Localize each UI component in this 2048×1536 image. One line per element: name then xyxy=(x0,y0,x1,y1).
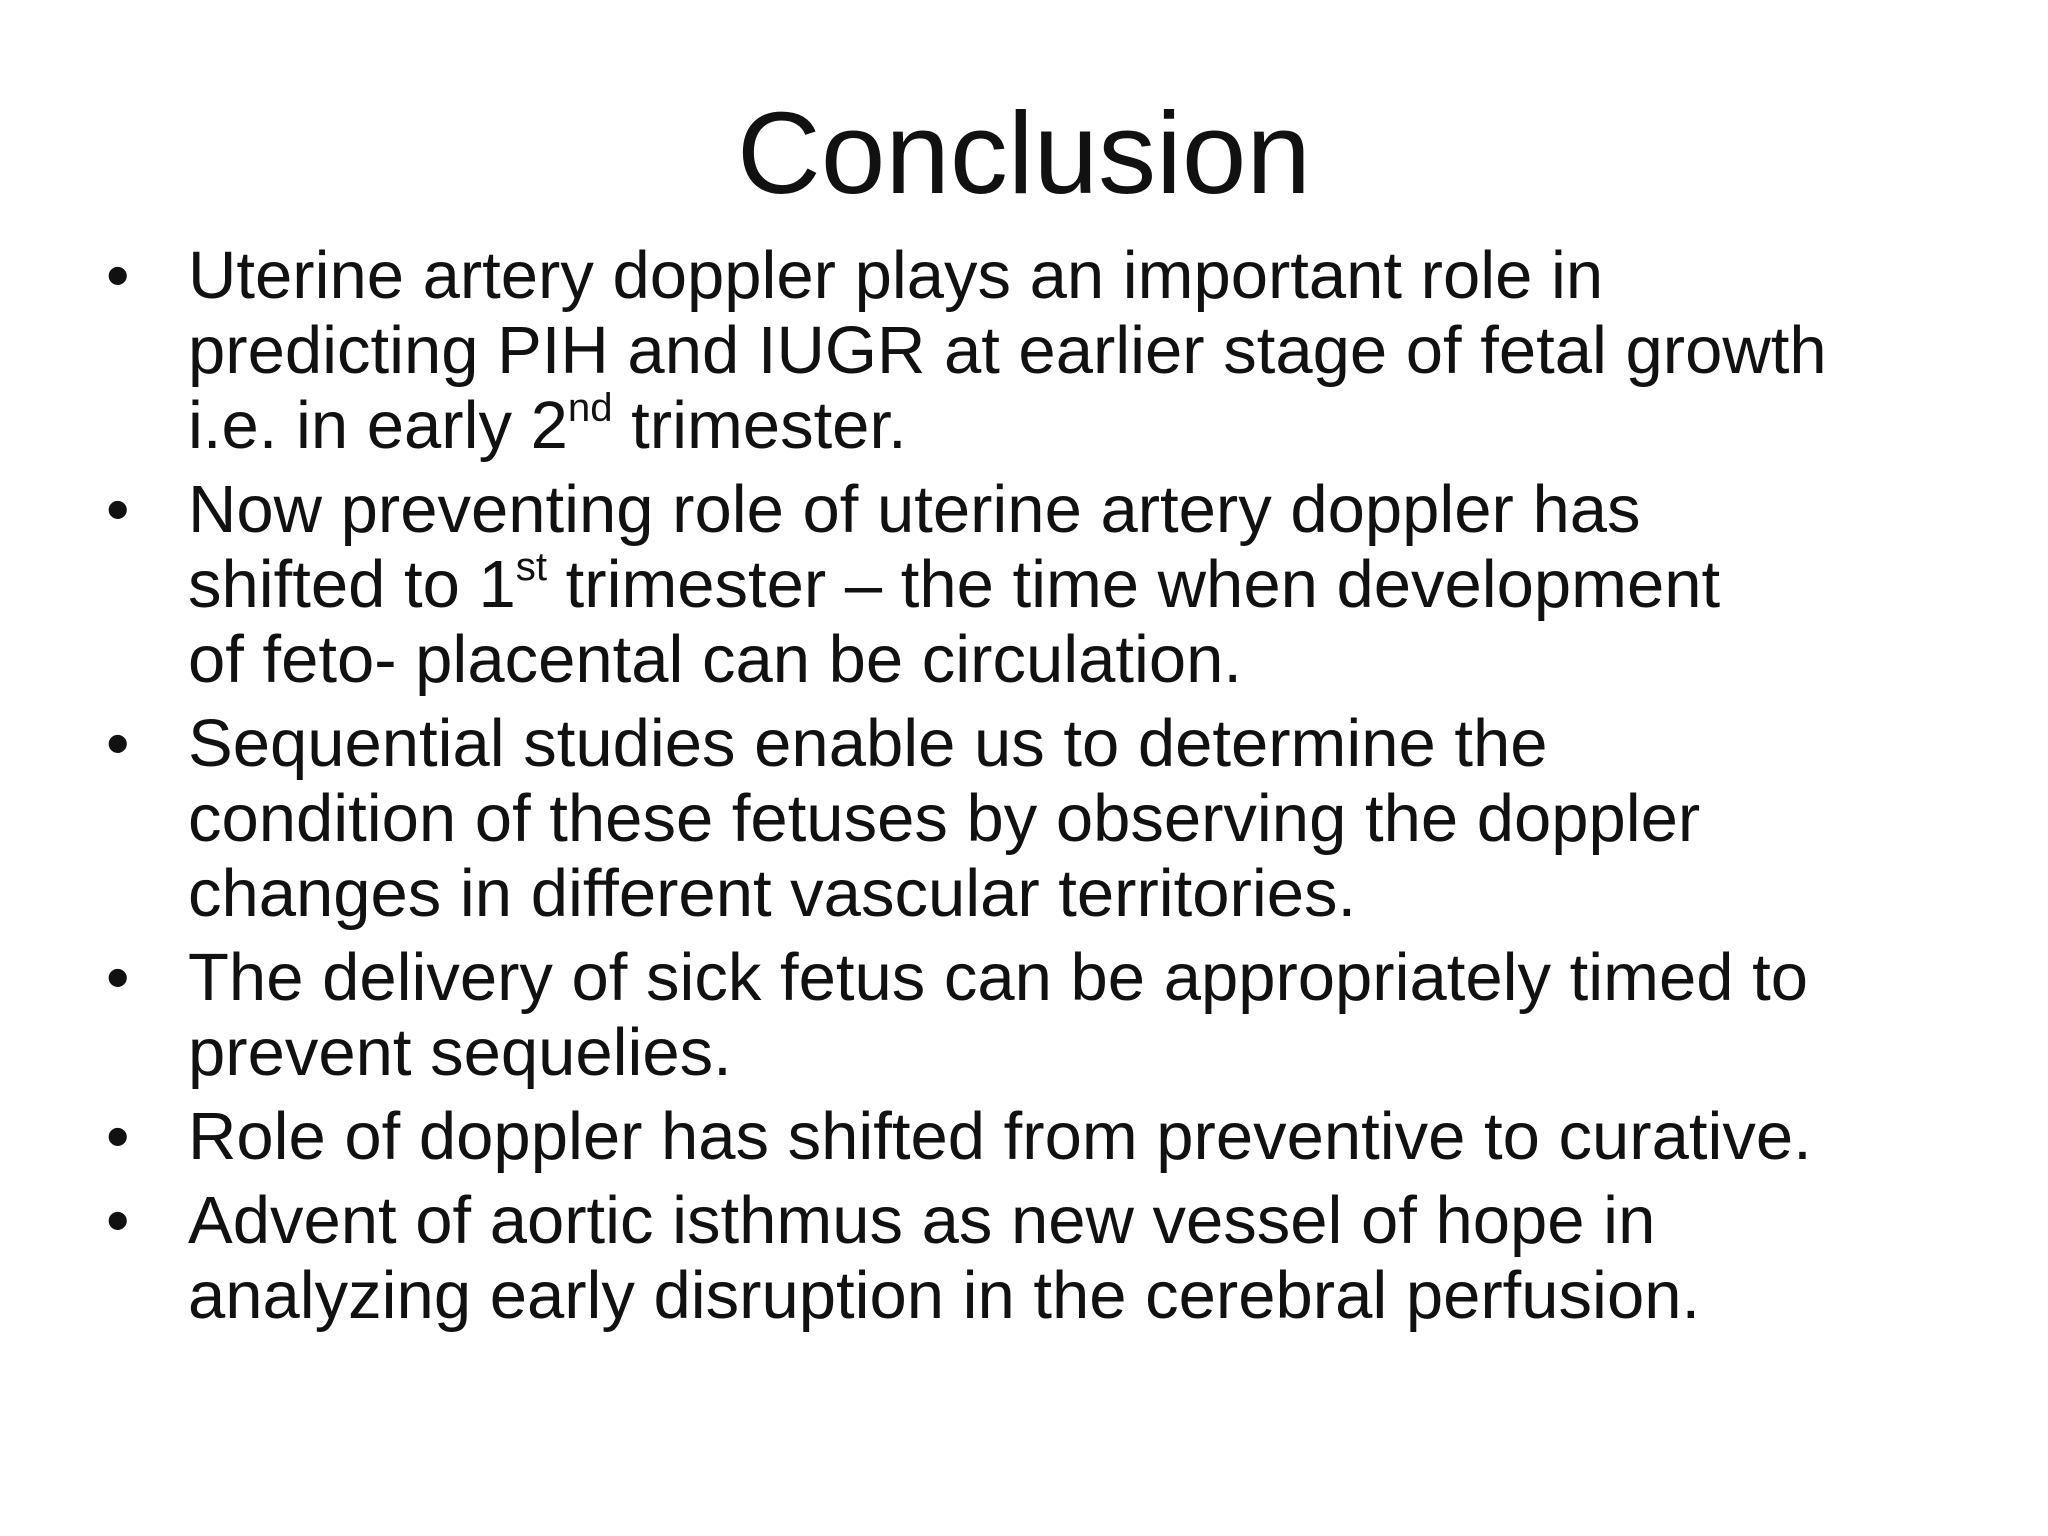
bullet-line: The delivery of sick fetus can be appropriately timed to xyxy=(188,940,1808,1015)
slide-title: Conclusion xyxy=(737,88,1311,218)
bullet-line: Role of doppler has shifted from preventive to curative. xyxy=(188,1099,1812,1174)
bullet-line: Now preventing role of uterine artery doppler has xyxy=(188,472,1641,547)
bullet-line: of feto- placental can be circulation. xyxy=(188,622,1243,697)
bullet-point-icon: • xyxy=(106,1183,130,1258)
bullet-line: Advent of aortic isthmus as new vessel of hope in xyxy=(188,1183,1656,1258)
bullet-list xyxy=(104,238,1984,1342)
bullet-line: condition of these fetuses by observing the doppler xyxy=(188,781,1701,856)
bullet-line: Uterine artery doppler plays an important role in xyxy=(188,238,1604,313)
bullet-point-icon: • xyxy=(106,706,130,781)
bullet-line: analyzing early disruption in the cerebral perfusion. xyxy=(188,1258,1701,1333)
bullet-point-icon: • xyxy=(106,1099,130,1174)
bullet-point-icon: • xyxy=(106,940,130,1015)
bullet-point-icon: • xyxy=(106,472,130,547)
ordinal-superscript: st xyxy=(515,544,548,590)
bullet-point-icon: • xyxy=(106,238,130,313)
bullet-item xyxy=(104,706,1984,931)
bullet-item xyxy=(104,1099,1984,1174)
bullet-item xyxy=(104,940,1984,1090)
bullet-item xyxy=(104,1183,1984,1333)
bullet-item xyxy=(104,472,1984,697)
bullet-line: i.e. in early 2nd trimester. xyxy=(188,385,907,463)
bullet-line: prevent sequelies. xyxy=(188,1015,732,1090)
ordinal-superscript: nd xyxy=(567,385,613,431)
bullet-item xyxy=(104,238,1984,463)
bullet-line: changes in different vascular territories. xyxy=(188,856,1357,931)
bullet-line: Sequential studies enable us to determine the xyxy=(188,706,1548,781)
bullet-line: predicting PIH and IUGR at earlier stage of fetal growth xyxy=(188,313,1827,388)
bullet-line: shifted to 1st trimester – the time when development xyxy=(188,544,1721,622)
